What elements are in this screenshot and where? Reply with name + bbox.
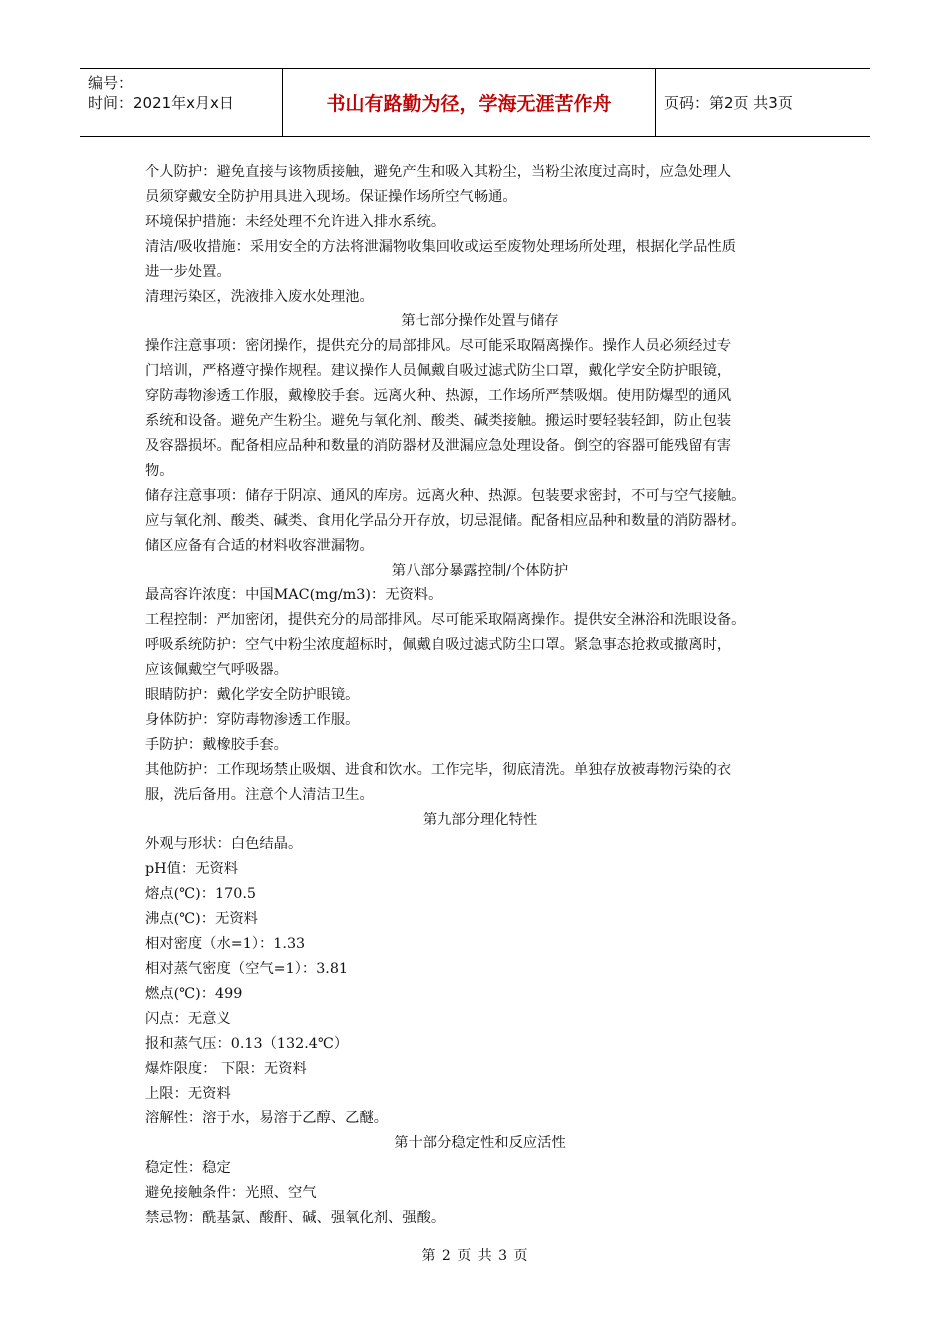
- section-heading: 第八部分暴露控制/个体防护: [391, 562, 569, 579]
- document-date: 时间：2021年x月x日: [88, 94, 234, 112]
- body-text-line: 手防护：戴橡胶手套。: [145, 736, 288, 753]
- body-text-line: 服，洗后备用。注意个人清洁卫生。: [145, 786, 374, 803]
- document-number-label: 编号：: [88, 74, 134, 92]
- body-text-line: 应与氧化剂、酸类、碱类、食用化学品分开存放，切忌混储。配备相应品种和数量的消防器材。: [145, 512, 746, 529]
- page-footer: 第 2 页 共 3 页: [421, 1248, 529, 1264]
- body-text-line: 稳定性：稳定: [145, 1160, 231, 1177]
- header-motto: 书山有路勤为径，学海无涯苦作舟: [283, 69, 656, 136]
- body-text-line: 清洁/吸收措施：采用安全的方法将泄漏物收集回收或运至废物处理场所处理，根据化学品性质: [145, 238, 736, 255]
- body-text-line: 个人防护：避免直接与该物质接触，避免产生和吸入其粉尘，当粉尘浓度过高时，应急处理人: [145, 164, 732, 180]
- page-header: [80, 68, 870, 137]
- body-text-line: 清理污染区，洗液排入废水处理池。: [145, 288, 374, 305]
- body-text-line: 报和蒸气压：0.13（132.4℃）: [145, 1035, 349, 1052]
- body-text-line: 溶解性：溶于水，易溶于乙醇、乙醚。: [145, 1110, 389, 1127]
- body-text-line: pH值：无资料: [145, 861, 239, 878]
- body-text-line: 避免接触条件：光照、空气: [145, 1185, 317, 1202]
- body-text-line: 员须穿戴安全防护用具进入现场。保证操作场所空气畅通。: [145, 188, 517, 205]
- body-text-line: 沸点(℃)：无资料: [145, 911, 258, 928]
- body-text-line: 外观与形状：白色结晶。: [145, 836, 303, 853]
- body-text-line: 最高容许浓度：中国MAC(mg/m3)：无资料。: [145, 587, 443, 604]
- body-text-line: 眼睛防护：戴化学安全防护眼镜。: [145, 687, 360, 704]
- body-text-line: 爆炸限度： 下限：无资料: [145, 1060, 307, 1077]
- body-text-line: 闪点：无意义: [145, 1010, 231, 1027]
- document-body: [145, 160, 815, 1231]
- body-text-line: 物。: [145, 462, 174, 479]
- body-text-line: 呼吸系统防护：空气中粉尘浓度超标时，佩戴自吸过滤式防尘口罩。紧急事态抢救或撤离时，: [145, 637, 732, 654]
- body-text-line: 储存注意事项：储存于阴凉、通风的库房。远离火种、热源。包装要求密封，不可与空气接触。: [145, 487, 746, 504]
- body-text-line: 禁忌物：酰基氯、酸酐、碱、强氧化剂、强酸。: [145, 1210, 446, 1227]
- body-text-line: 操作注意事项：密闭操作，提供充分的局部排风。尽可能采取隔离操作。操作人员必须经过专: [145, 338, 732, 355]
- body-text-line: 及容器损坏。配备相应品种和数量的消防器材及泄漏应急处理设备。倒空的容器可能残留有害: [145, 437, 732, 454]
- body-text-line: 身体防护：穿防毒物渗透工作服。: [145, 711, 360, 728]
- body-text-line: 系统和设备。避免产生粉尘。避免与氧化剂、酸类、碱类接触。搬运时要轻装轻卸，防止包装: [145, 413, 732, 430]
- header-page-info: 页码：第2页 共3页: [664, 94, 793, 112]
- body-text-line: 相对蒸气密度（空气=1）：3.81: [145, 961, 349, 977]
- header-left-cell: [80, 69, 283, 136]
- body-text-line: 门培训，严格遵守操作规程。建议操作人员佩戴自吸过滤式防尘口罩，戴化学安全防护眼镜，: [145, 363, 732, 380]
- body-text-line: 燃点(℃)：499: [145, 985, 243, 1002]
- body-text-line: 穿防毒物渗透工作服，戴橡胶手套。远离火种、热源，工作场所严禁吸烟。使用防爆型的通风: [145, 388, 732, 405]
- body-text-line: 其他防护：工作现场禁止吸烟、进食和饮水。工作完毕，彻底清洗。单独存放被毒物污染的衣: [145, 761, 732, 778]
- section-heading: 第七部分操作处置与储存: [401, 313, 559, 330]
- body-text-line: 应该佩戴空气呼吸器。: [145, 662, 288, 679]
- body-text-line: 储区应备有合适的材料收容泄漏物。: [145, 537, 374, 554]
- section-heading: 第九部分理化特性: [422, 811, 538, 828]
- body-text-line: 进一步处置。: [145, 263, 231, 280]
- body-text-line: 上限：无资料: [145, 1085, 231, 1102]
- section-heading: 第十部分稳定性和反应活性: [394, 1135, 566, 1152]
- body-text-line: 相对密度（水=1）：1.33: [145, 936, 306, 953]
- body-text-line: 熔点(℃)：170.5: [145, 886, 256, 903]
- body-text-line: 工程控制：严加密闭，提供充分的局部排风。尽可能采取隔离操作。提供安全淋浴和洗眼设备。: [145, 612, 746, 629]
- body-text-line: 环境保护措施：未经处理不允许进入排水系统。: [145, 213, 446, 230]
